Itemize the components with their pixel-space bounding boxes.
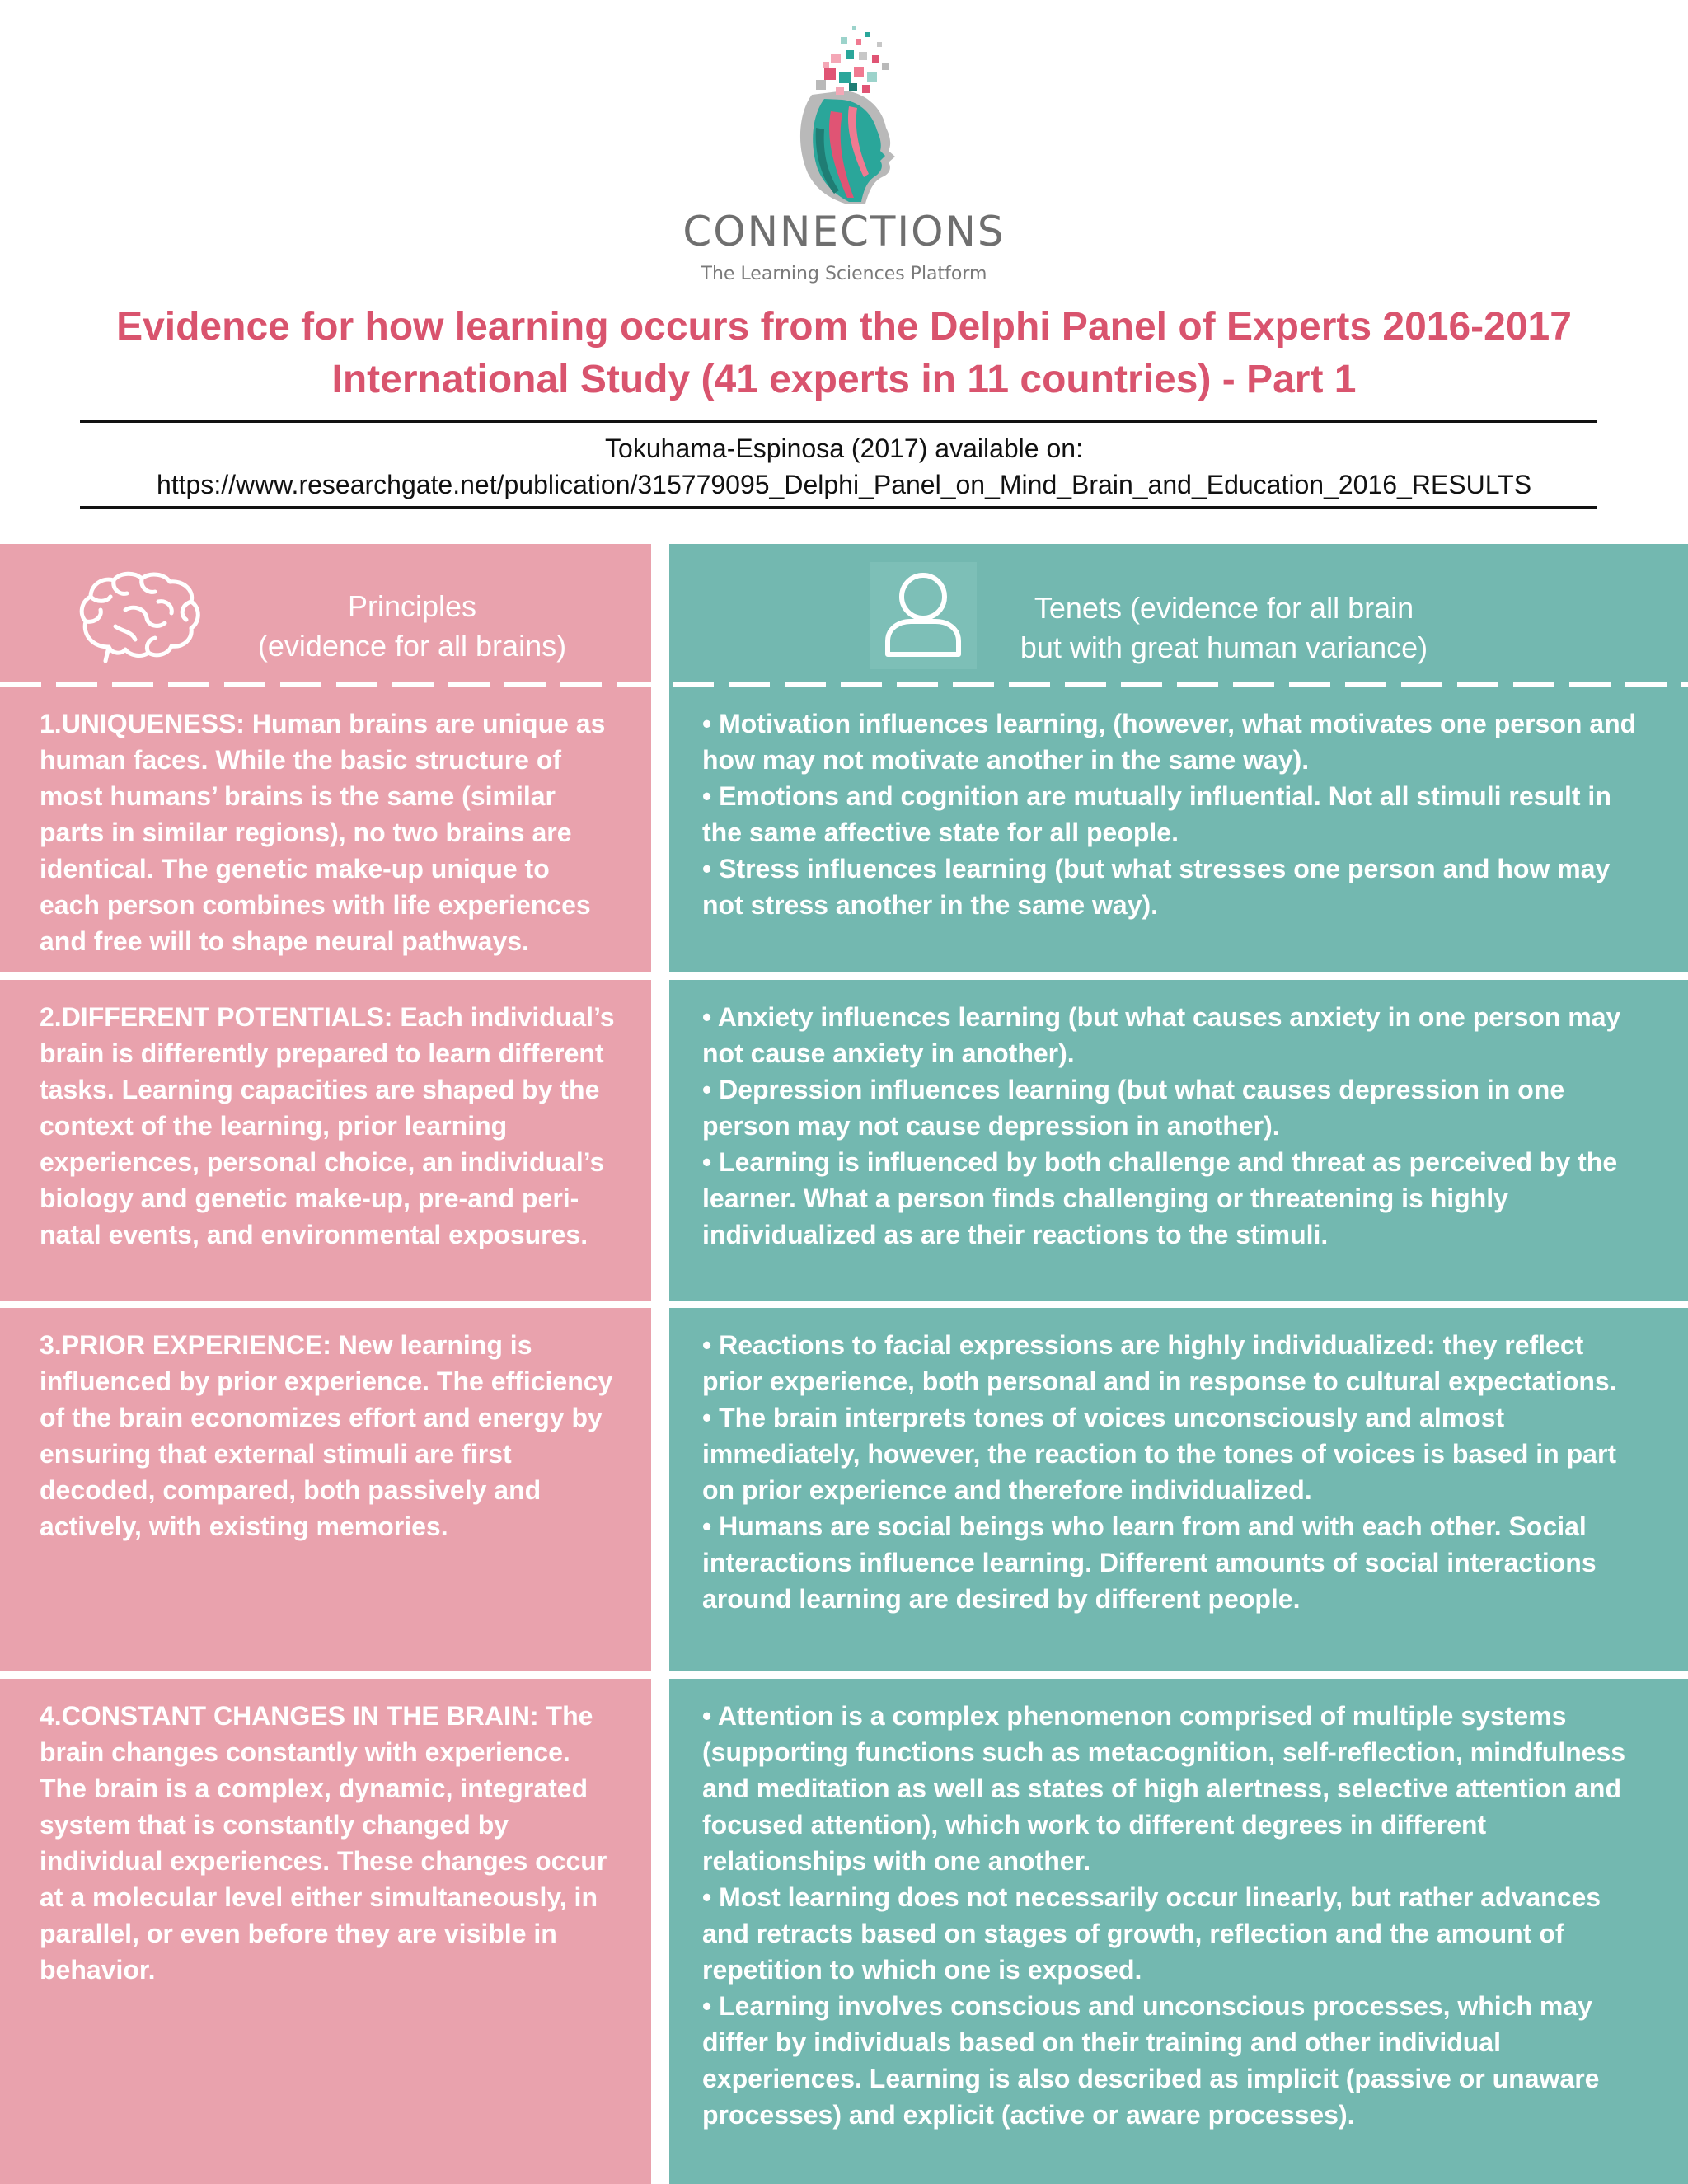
title-line-2: International Study (41 experts in 11 countries) - Part 1 [331,358,1357,401]
tenet-item: • Reactions to facial expressions are highly individualized: they reflect prior experience, both personal and in response to cultural expectations. [702,1330,1617,1396]
row-divider [0,972,1688,980]
tenet-item: • Anxiety influences learning (but what causes anxiety in one person may not cause anxiety in another). [702,1002,1621,1068]
top-rule [80,420,1597,423]
citation [49,430,1639,503]
tenet-item: • The brain interprets tones of voices unconsciously and almost immediately, however, the reaction to the tones of voices is based in part on prior experience and therefore individualized. [702,1403,1617,1505]
tenet-item: • Humans are social beings who learn from and with each other. Social interactions influence learning. Different amounts of social interactions around learning are desired by different people. [702,1511,1597,1614]
person-icon [870,562,977,669]
tenet-item: • Learning is influenced by both challenge and threat as perceived by the learner. What a person finds challenging or threatening is highly individualized as are their reactions to the stimuli. [702,1147,1618,1249]
tenets-row-2 [702,999,1650,1253]
citation-line-1: Tokuhama-Espinosa (2017) available on: [605,434,1083,463]
principles-header-line-1: Principles [347,589,477,623]
tenets-header-line-1: Tenets (evidence for all brain [1034,591,1414,625]
tenet-item: • Most learning does not necessarily occur linearly, but rather advances and retracts based on stages of growth, reflection and the amount of repetition to which one is exposed. [702,1882,1601,1985]
tenet-item: • Motivation influences learning, (however, what motivates one person and how may not motivate another in the same way). [702,709,1637,775]
brain-icon [76,569,208,668]
tenets-header [977,588,1471,668]
brand-name: CONNECTIONS [682,208,1006,255]
tenets-row-3 [702,1327,1650,1617]
brand-tagline: The Learning Sciences Platform [701,264,987,284]
tenets-row-1 [702,705,1650,923]
tenet-item: • Attention is a complex phenomenon comprised of multiple systems (supporting functions such as metacognition, self-reflection, mindfulness and meditation as well as states of high alertness, selective attention and focused attention), which work to different degrees in different relationships with one another. [702,1701,1626,1876]
principles-header-line-2: (evidence for all brains) [257,629,567,663]
tenet-item: • Learning involves conscious and unconscious processes, which may differ by individuals based on their training and other individual experiences. Learning is also described as implicit (passive or unaware processes) and explicit (active or aware processes). [702,1991,1600,2130]
citation-url: https://www.researchgate.net/publication/315779095_Delphi_Panel_on_Mind_Brain_and_Education_2016_RESULTS [156,470,1532,499]
row-divider [0,1301,1688,1308]
head-logo-icon [767,21,923,210]
tenet-item: • Stress influences learning (but what stresses one person and how may not stress another in the same way). [702,854,1611,920]
tenet-item: • Depression influences learning (but what causes depression in one person may not cause depression in another). [702,1075,1565,1141]
tenets-row-4 [702,1698,1650,2133]
logo [0,16,1688,284]
tenets-header-line-2: but with great human variance) [1020,630,1428,664]
principles-header [214,587,610,666]
page-title [66,301,1622,406]
title-line-1: Evidence for how learning occurs from the Delphi Panel of Experts 2016-2017 [116,305,1572,349]
principle-different-potentials: 2.DIFFERENT POTENTIALS: Each individual’s brain is differently prepared to learn different tasks. Learning capacities are shaped by the context of the learning, prior learning experiences, personal choice, an individual’s biology and genetic make-up, pre-and peri-natal events, and environmental exposures. [40,1002,615,1249]
row-divider [0,1671,1688,1679]
tenet-item: • Emotions and cognition are mutually influential. Not all stimuli result in the same affective state for all people. [702,781,1611,847]
bottom-rule [80,506,1597,509]
principle-constant-changes: 4.CONSTANT CHANGES IN THE BRAIN: The brain changes constantly with experience. The brain is a complex, dynamic, integrated system that is constantly changed by individual experiences. These changes occur at a molecular level either simultaneously, in parallel, or even before they are visible in behavior. [40,1701,607,1985]
principle-prior-experience: 3.PRIOR EXPERIENCE: New learning is influenced by prior experience. The efficiency of the brain economizes effort and energy by ensuring that external stimuli are first decoded, compared, both passively and actively, with existing memories. [40,1330,613,1541]
principle-uniqueness: 1.UNIQUENESS: Human brains are unique as human faces. While the basic structure of most humans’ brains is the same (similar parts in similar regions), no two brains are identical. The genetic make-up unique to each person combines with life experiences and free will to shape neural pathways. [40,709,606,956]
header-dashed-divider [0,682,1688,687]
